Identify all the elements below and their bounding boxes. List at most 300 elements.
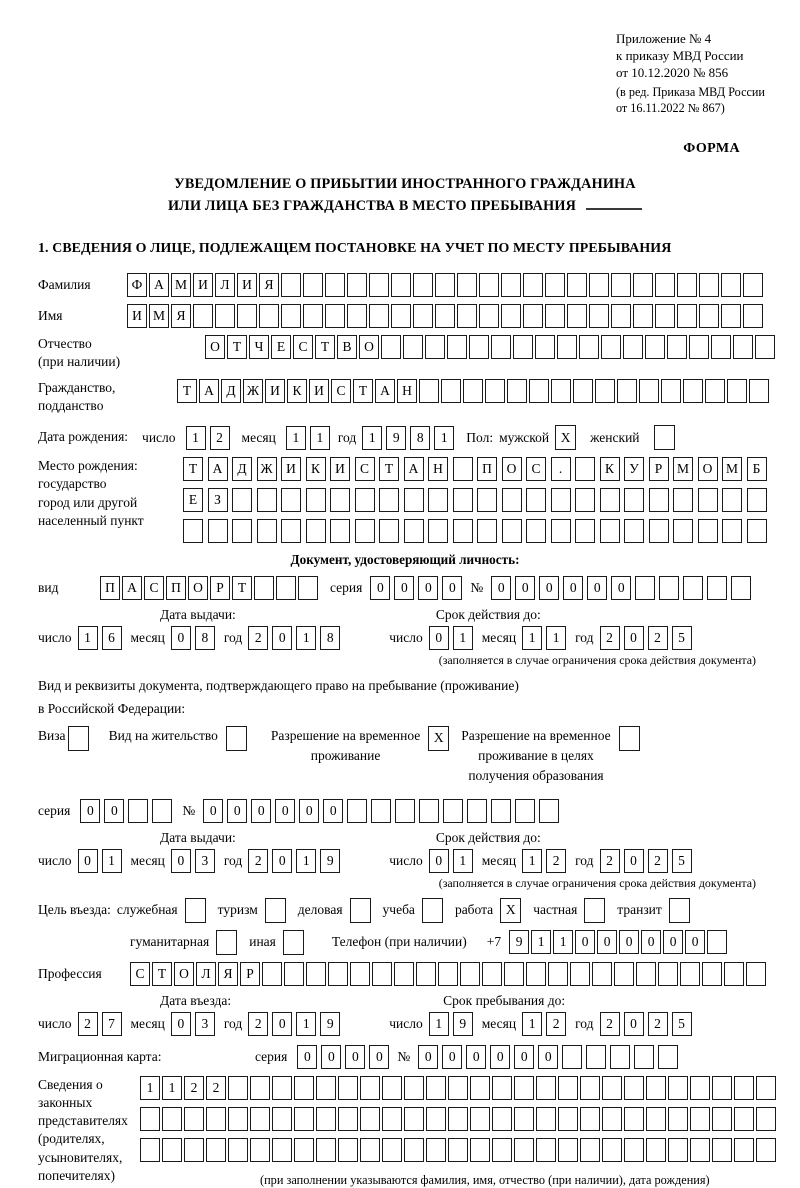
char-cell[interactable]: 2	[546, 849, 566, 873]
char-cell[interactable]	[610, 1045, 630, 1069]
char-cell[interactable]: П	[100, 576, 120, 600]
char-cell[interactable]	[382, 1076, 402, 1100]
char-cell[interactable]	[673, 488, 693, 512]
char-cell[interactable]: Д	[232, 457, 252, 481]
char-cell[interactable]: М	[149, 304, 169, 328]
char-cell[interactable]: С	[144, 576, 164, 600]
char-cell[interactable]	[355, 488, 375, 512]
char-cell[interactable]	[419, 379, 439, 403]
char-cell[interactable]: 1	[434, 426, 454, 450]
char-cell[interactable]	[382, 1107, 402, 1131]
char-cell[interactable]: 1	[296, 626, 316, 650]
char-cell[interactable]: Р	[649, 457, 669, 481]
purpose-checkbox[interactable]	[216, 930, 237, 955]
char-cell[interactable]	[586, 1045, 606, 1069]
char-cell[interactable]: 1	[78, 626, 98, 650]
char-cell[interactable]	[477, 488, 497, 512]
char-cell[interactable]: 5	[672, 1012, 692, 1036]
char-cell[interactable]	[428, 519, 448, 543]
char-cell[interactable]	[347, 273, 367, 297]
char-cell[interactable]	[208, 519, 228, 543]
char-cell[interactable]	[602, 1076, 622, 1100]
char-cell[interactable]	[284, 962, 304, 986]
char-cell[interactable]: А	[122, 576, 142, 600]
char-cell[interactable]	[558, 1107, 578, 1131]
char-cell[interactable]	[557, 335, 577, 359]
purpose-checkbox[interactable]	[283, 930, 304, 955]
char-cell[interactable]: 8	[320, 626, 340, 650]
char-cell[interactable]	[262, 962, 282, 986]
char-cell[interactable]	[580, 1138, 600, 1162]
char-cell[interactable]	[624, 1107, 644, 1131]
char-cell[interactable]	[162, 1138, 182, 1162]
char-cell[interactable]	[699, 304, 719, 328]
char-cell[interactable]	[460, 962, 480, 986]
char-cell[interactable]: 0	[466, 1045, 486, 1069]
char-cell[interactable]: 2	[248, 626, 268, 650]
char-cell[interactable]: Н	[428, 457, 448, 481]
char-cell[interactable]: .	[551, 457, 571, 481]
char-cell[interactable]	[492, 1138, 512, 1162]
char-cell[interactable]	[755, 335, 775, 359]
char-cell[interactable]	[702, 962, 722, 986]
char-cell[interactable]	[712, 1138, 732, 1162]
char-cell[interactable]: О	[205, 335, 225, 359]
char-cell[interactable]: Ч	[249, 335, 269, 359]
char-cell[interactable]: М	[171, 273, 191, 297]
char-cell[interactable]: З	[208, 488, 228, 512]
char-cell[interactable]	[325, 273, 345, 297]
purpose-checkbox[interactable]	[669, 898, 690, 923]
char-cell[interactable]	[614, 962, 634, 986]
char-cell[interactable]: Т	[315, 335, 335, 359]
char-cell[interactable]: 0	[272, 1012, 292, 1036]
char-cell[interactable]	[611, 304, 631, 328]
char-cell[interactable]: Р	[240, 962, 260, 986]
char-cell[interactable]	[722, 519, 742, 543]
char-cell[interactable]: 1	[531, 930, 551, 954]
char-cell[interactable]	[453, 519, 473, 543]
char-cell[interactable]	[232, 519, 252, 543]
char-cell[interactable]	[551, 519, 571, 543]
char-cell[interactable]	[734, 1138, 754, 1162]
char-cell[interactable]	[602, 1138, 622, 1162]
char-cell[interactable]	[567, 304, 587, 328]
char-cell[interactable]	[477, 519, 497, 543]
char-cell[interactable]: 0	[611, 576, 631, 600]
char-cell[interactable]	[419, 799, 439, 823]
char-cell[interactable]	[347, 304, 367, 328]
char-cell[interactable]	[712, 1107, 732, 1131]
char-cell[interactable]: 2	[648, 1012, 668, 1036]
char-cell[interactable]: 0	[297, 1045, 317, 1069]
char-cell[interactable]: 1	[553, 930, 573, 954]
char-cell[interactable]: 2	[210, 426, 230, 450]
char-cell[interactable]	[567, 273, 587, 297]
char-cell[interactable]	[438, 962, 458, 986]
char-cell[interactable]	[746, 962, 766, 986]
char-cell[interactable]	[404, 1107, 424, 1131]
char-cell[interactable]: 0	[418, 576, 438, 600]
char-cell[interactable]: 0	[251, 799, 271, 823]
char-cell[interactable]	[303, 273, 323, 297]
char-cell[interactable]: К	[306, 457, 326, 481]
char-cell[interactable]	[306, 962, 326, 986]
char-cell[interactable]: Ж	[257, 457, 277, 481]
char-cell[interactable]: 0	[491, 576, 511, 600]
char-cell[interactable]	[250, 1107, 270, 1131]
char-cell[interactable]	[469, 335, 489, 359]
char-cell[interactable]: 0	[575, 930, 595, 954]
char-cell[interactable]: 0	[619, 930, 639, 954]
char-cell[interactable]: 0	[442, 1045, 462, 1069]
char-cell[interactable]	[355, 519, 375, 543]
char-cell[interactable]	[529, 379, 549, 403]
char-cell[interactable]	[515, 799, 535, 823]
char-cell[interactable]: 0	[78, 849, 98, 873]
char-cell[interactable]	[611, 273, 631, 297]
char-cell[interactable]: Б	[747, 457, 767, 481]
char-cell[interactable]	[677, 304, 697, 328]
char-cell[interactable]	[328, 962, 348, 986]
char-cell[interactable]	[228, 1138, 248, 1162]
char-cell[interactable]	[514, 1138, 534, 1162]
char-cell[interactable]	[404, 1138, 424, 1162]
char-cell[interactable]: А	[199, 379, 219, 403]
char-cell[interactable]: 1	[102, 849, 122, 873]
char-cell[interactable]: 0	[624, 849, 644, 873]
char-cell[interactable]: 0	[563, 576, 583, 600]
char-cell[interactable]: Я	[259, 273, 279, 297]
char-cell[interactable]	[502, 488, 522, 512]
char-cell[interactable]	[756, 1138, 776, 1162]
char-cell[interactable]: 1	[522, 849, 542, 873]
char-cell[interactable]	[316, 1107, 336, 1131]
char-cell[interactable]	[272, 1107, 292, 1131]
char-cell[interactable]: 2	[600, 1012, 620, 1036]
char-cell[interactable]: М	[722, 457, 742, 481]
char-cell[interactable]: 1	[296, 849, 316, 873]
char-cell[interactable]	[467, 799, 487, 823]
char-cell[interactable]: 7	[102, 1012, 122, 1036]
char-cell[interactable]: У	[624, 457, 644, 481]
char-cell[interactable]	[680, 962, 700, 986]
char-cell[interactable]: 0	[624, 1012, 644, 1036]
char-cell[interactable]	[470, 1076, 490, 1100]
char-cell[interactable]	[589, 304, 609, 328]
char-cell[interactable]: 0	[429, 849, 449, 873]
char-cell[interactable]: А	[149, 273, 169, 297]
char-cell[interactable]: С	[130, 962, 150, 986]
char-cell[interactable]: 9	[509, 930, 529, 954]
char-cell[interactable]	[548, 962, 568, 986]
char-cell[interactable]	[381, 335, 401, 359]
char-cell[interactable]: Д	[221, 379, 241, 403]
char-cell[interactable]: 9	[386, 426, 406, 450]
char-cell[interactable]: Т	[177, 379, 197, 403]
char-cell[interactable]	[733, 335, 753, 359]
char-cell[interactable]	[645, 335, 665, 359]
char-cell[interactable]: 0	[203, 799, 223, 823]
char-cell[interactable]	[294, 1076, 314, 1100]
char-cell[interactable]	[298, 576, 318, 600]
char-cell[interactable]	[228, 1076, 248, 1100]
char-cell[interactable]: 1	[186, 426, 206, 450]
char-cell[interactable]	[747, 519, 767, 543]
char-cell[interactable]	[470, 1138, 490, 1162]
char-cell[interactable]: 2	[546, 1012, 566, 1036]
char-cell[interactable]: 0	[624, 626, 644, 650]
char-cell[interactable]	[369, 304, 389, 328]
char-cell[interactable]	[338, 1138, 358, 1162]
char-cell[interactable]: 1	[522, 626, 542, 650]
char-cell[interactable]: Т	[379, 457, 399, 481]
char-cell[interactable]	[228, 1107, 248, 1131]
char-cell[interactable]	[485, 379, 505, 403]
char-cell[interactable]	[699, 273, 719, 297]
char-cell[interactable]	[689, 335, 709, 359]
char-cell[interactable]: 0	[369, 1045, 389, 1069]
char-cell[interactable]	[570, 962, 590, 986]
char-cell[interactable]	[281, 519, 301, 543]
char-cell[interactable]	[575, 488, 595, 512]
char-cell[interactable]	[545, 304, 565, 328]
char-cell[interactable]: К	[600, 457, 620, 481]
char-cell[interactable]	[294, 1138, 314, 1162]
char-cell[interactable]	[382, 1138, 402, 1162]
char-cell[interactable]	[536, 1107, 556, 1131]
char-cell[interactable]: 3	[195, 1012, 215, 1036]
char-cell[interactable]: 1	[362, 426, 382, 450]
char-cell[interactable]	[673, 519, 693, 543]
char-cell[interactable]: 0	[227, 799, 247, 823]
char-cell[interactable]: 0	[587, 576, 607, 600]
char-cell[interactable]	[184, 1138, 204, 1162]
char-cell[interactable]: О	[174, 962, 194, 986]
char-cell[interactable]	[579, 335, 599, 359]
char-cell[interactable]	[575, 519, 595, 543]
char-cell[interactable]	[624, 1076, 644, 1100]
char-cell[interactable]	[492, 1076, 512, 1100]
char-cell[interactable]	[575, 457, 595, 481]
char-cell[interactable]: С	[355, 457, 375, 481]
char-cell[interactable]: 1	[453, 626, 473, 650]
char-cell[interactable]	[184, 1107, 204, 1131]
char-cell[interactable]: И	[330, 457, 350, 481]
char-cell[interactable]	[391, 304, 411, 328]
char-cell[interactable]	[747, 488, 767, 512]
char-cell[interactable]	[712, 1076, 732, 1100]
char-cell[interactable]	[756, 1076, 776, 1100]
char-cell[interactable]	[707, 576, 727, 600]
char-cell[interactable]	[162, 1107, 182, 1131]
char-cell[interactable]	[453, 488, 473, 512]
char-cell[interactable]: 2	[184, 1076, 204, 1100]
char-cell[interactable]	[453, 457, 473, 481]
char-cell[interactable]	[491, 799, 511, 823]
char-cell[interactable]: В	[337, 335, 357, 359]
char-cell[interactable]	[649, 519, 669, 543]
char-cell[interactable]	[690, 1138, 710, 1162]
char-cell[interactable]	[413, 304, 433, 328]
char-cell[interactable]: 9	[320, 849, 340, 873]
char-cell[interactable]	[206, 1107, 226, 1131]
char-cell[interactable]	[721, 304, 741, 328]
char-cell[interactable]: 1	[162, 1076, 182, 1100]
char-cell[interactable]: Л	[196, 962, 216, 986]
char-cell[interactable]: 0	[171, 626, 191, 650]
char-cell[interactable]	[404, 488, 424, 512]
char-cell[interactable]	[350, 962, 370, 986]
char-cell[interactable]: М	[673, 457, 693, 481]
char-cell[interactable]	[281, 488, 301, 512]
char-cell[interactable]	[338, 1107, 358, 1131]
char-cell[interactable]	[562, 1045, 582, 1069]
char-cell[interactable]: Я	[171, 304, 191, 328]
char-cell[interactable]: 1	[546, 626, 566, 650]
char-cell[interactable]	[254, 576, 274, 600]
char-cell[interactable]: И	[265, 379, 285, 403]
char-cell[interactable]	[624, 1138, 644, 1162]
char-cell[interactable]	[306, 519, 326, 543]
char-cell[interactable]	[683, 576, 703, 600]
char-cell[interactable]	[403, 335, 423, 359]
char-cell[interactable]	[416, 962, 436, 986]
char-cell[interactable]: О	[502, 457, 522, 481]
char-cell[interactable]: 0	[345, 1045, 365, 1069]
char-cell[interactable]	[379, 519, 399, 543]
purpose-checkbox[interactable]	[584, 898, 605, 923]
char-cell[interactable]	[658, 1045, 678, 1069]
char-cell[interactable]	[661, 379, 681, 403]
char-cell[interactable]: 5	[672, 626, 692, 650]
char-cell[interactable]	[391, 273, 411, 297]
char-cell[interactable]: 5	[672, 849, 692, 873]
char-cell[interactable]	[448, 1076, 468, 1100]
char-cell[interactable]	[330, 519, 350, 543]
char-cell[interactable]	[602, 1107, 622, 1131]
char-cell[interactable]	[646, 1107, 666, 1131]
char-cell[interactable]: 0	[323, 799, 343, 823]
char-cell[interactable]	[206, 1138, 226, 1162]
option-visa-checkbox[interactable]	[68, 726, 89, 751]
char-cell[interactable]	[457, 304, 477, 328]
char-cell[interactable]: О	[188, 576, 208, 600]
char-cell[interactable]: 0	[514, 1045, 534, 1069]
char-cell[interactable]	[479, 273, 499, 297]
char-cell[interactable]	[668, 1076, 688, 1100]
char-cell[interactable]	[646, 1076, 666, 1100]
char-cell[interactable]: 0	[171, 1012, 191, 1036]
char-cell[interactable]: 2	[78, 1012, 98, 1036]
char-cell[interactable]	[655, 304, 675, 328]
char-cell[interactable]	[580, 1107, 600, 1131]
char-cell[interactable]: 9	[320, 1012, 340, 1036]
char-cell[interactable]: А	[208, 457, 228, 481]
char-cell[interactable]	[448, 1107, 468, 1131]
char-cell[interactable]	[426, 1138, 446, 1162]
char-cell[interactable]: Т	[353, 379, 373, 403]
char-cell[interactable]	[573, 379, 593, 403]
char-cell[interactable]	[624, 488, 644, 512]
char-cell[interactable]	[677, 273, 697, 297]
char-cell[interactable]: И	[127, 304, 147, 328]
char-cell[interactable]: Л	[215, 273, 235, 297]
char-cell[interactable]	[558, 1076, 578, 1100]
purpose-checkbox[interactable]: X	[500, 898, 521, 923]
char-cell[interactable]	[152, 799, 172, 823]
char-cell[interactable]	[727, 379, 747, 403]
char-cell[interactable]: П	[166, 576, 186, 600]
char-cell[interactable]	[668, 1138, 688, 1162]
char-cell[interactable]	[658, 962, 678, 986]
char-cell[interactable]	[448, 1138, 468, 1162]
char-cell[interactable]	[646, 1138, 666, 1162]
char-cell[interactable]: 0	[490, 1045, 510, 1069]
char-cell[interactable]: 2	[206, 1076, 226, 1100]
char-cell[interactable]	[514, 1076, 534, 1100]
char-cell[interactable]: С	[331, 379, 351, 403]
char-cell[interactable]: 0	[275, 799, 295, 823]
char-cell[interactable]: 0	[597, 930, 617, 954]
char-cell[interactable]	[624, 519, 644, 543]
char-cell[interactable]	[756, 1107, 776, 1131]
char-cell[interactable]: Е	[183, 488, 203, 512]
char-cell[interactable]: Т	[232, 576, 252, 600]
char-cell[interactable]: 0	[442, 576, 462, 600]
char-cell[interactable]: Ж	[243, 379, 263, 403]
char-cell[interactable]	[545, 273, 565, 297]
char-cell[interactable]	[457, 273, 477, 297]
char-cell[interactable]	[535, 335, 555, 359]
char-cell[interactable]: 0	[394, 576, 414, 600]
char-cell[interactable]: Е	[271, 335, 291, 359]
char-cell[interactable]	[330, 488, 350, 512]
char-cell[interactable]	[667, 335, 687, 359]
char-cell[interactable]: А	[375, 379, 395, 403]
char-cell[interactable]	[601, 335, 621, 359]
char-cell[interactable]: 1	[522, 1012, 542, 1036]
char-cell[interactable]	[257, 519, 277, 543]
char-cell[interactable]	[649, 488, 669, 512]
char-cell[interactable]	[523, 273, 543, 297]
char-cell[interactable]: Т	[152, 962, 172, 986]
char-cell[interactable]: А	[404, 457, 424, 481]
char-cell[interactable]: 8	[410, 426, 430, 450]
char-cell[interactable]: К	[287, 379, 307, 403]
char-cell[interactable]	[523, 304, 543, 328]
sex-female-checkbox[interactable]	[654, 425, 675, 450]
char-cell[interactable]	[372, 962, 392, 986]
option-rvp-checkbox[interactable]: X	[428, 726, 449, 751]
char-cell[interactable]	[215, 304, 235, 328]
char-cell[interactable]	[724, 962, 744, 986]
char-cell[interactable]: 0	[538, 1045, 558, 1069]
char-cell[interactable]	[379, 488, 399, 512]
char-cell[interactable]	[749, 379, 769, 403]
char-cell[interactable]	[128, 799, 148, 823]
char-cell[interactable]: Ф	[127, 273, 147, 297]
sex-male-checkbox[interactable]: X	[555, 425, 576, 450]
char-cell[interactable]	[463, 379, 483, 403]
char-cell[interactable]: Т	[183, 457, 203, 481]
char-cell[interactable]	[425, 335, 445, 359]
char-cell[interactable]	[272, 1076, 292, 1100]
char-cell[interactable]: 0	[272, 626, 292, 650]
char-cell[interactable]	[303, 304, 323, 328]
char-cell[interactable]	[237, 304, 257, 328]
char-cell[interactable]	[536, 1076, 556, 1100]
